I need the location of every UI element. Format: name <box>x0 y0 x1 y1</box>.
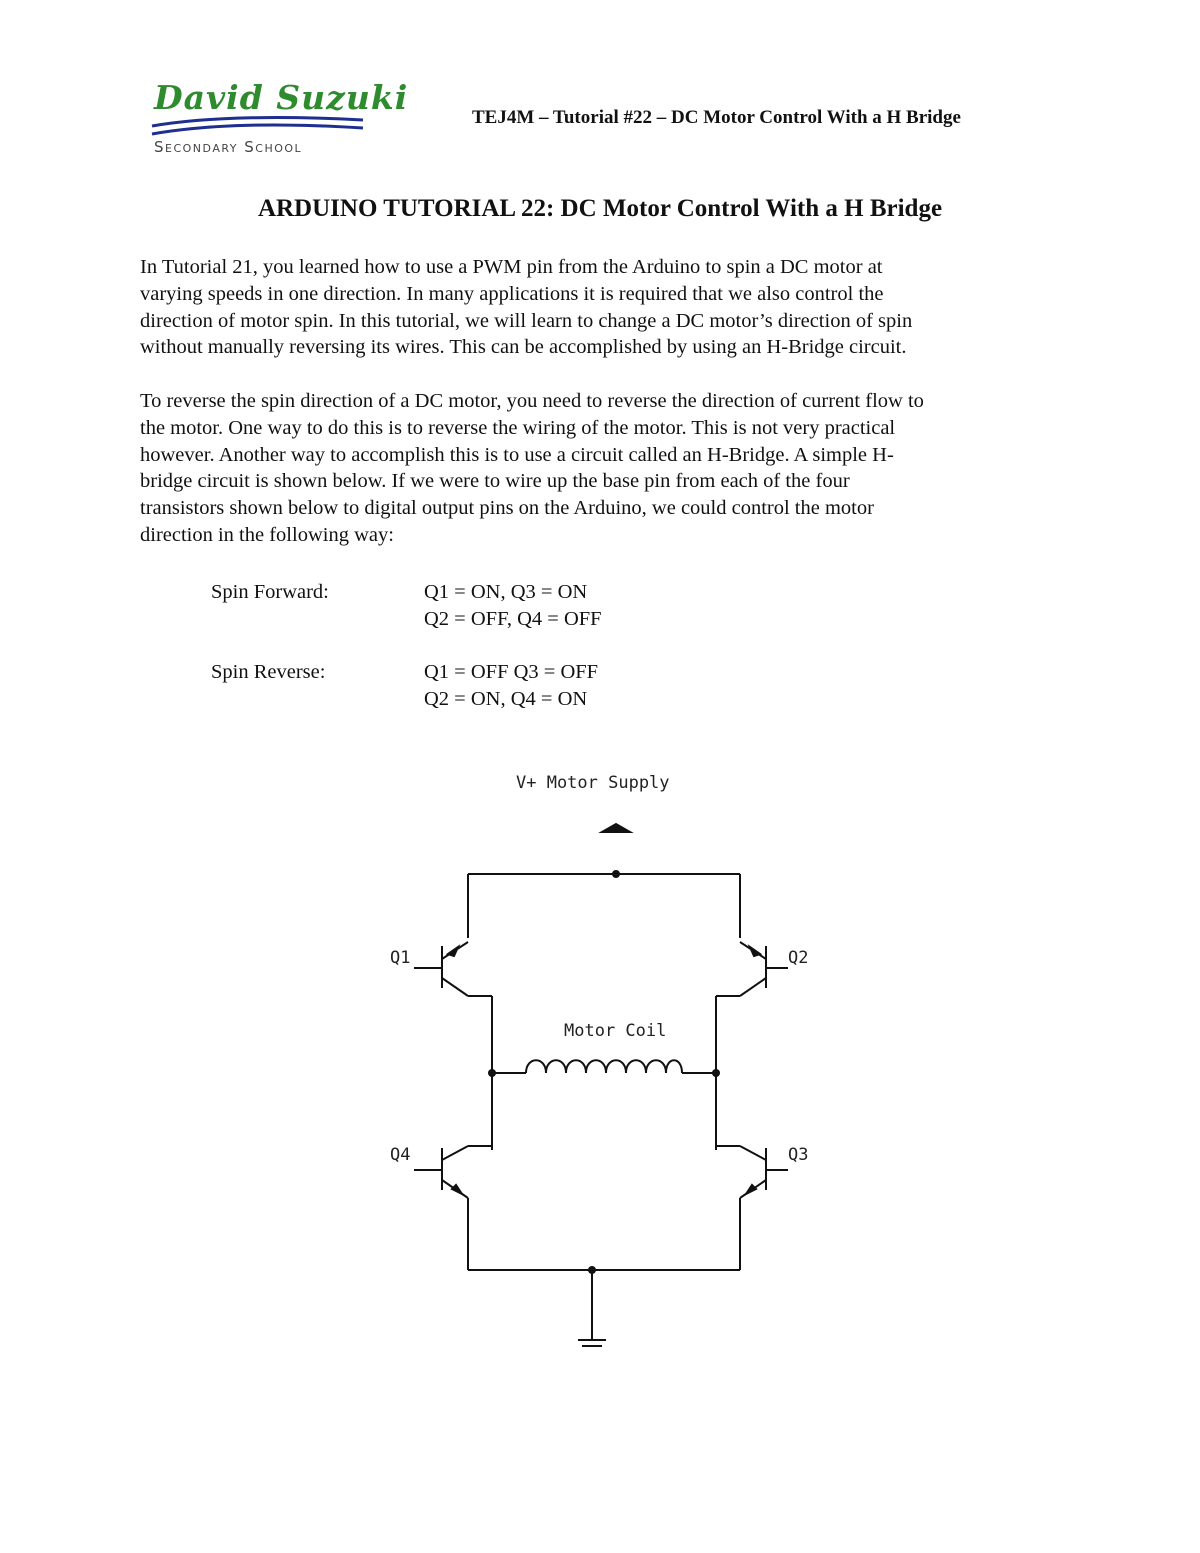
supply-arrow-icon <box>602 824 630 832</box>
spin-forward-line: Q1 = ON, Q3 = ON <box>424 581 588 603</box>
spin-reverse-line: Q1 = OFF Q3 = OFF <box>424 661 599 683</box>
paragraph-line: the motor. One way to do this is to reverse the wiring of the motor. This is not very practical <box>140 416 896 439</box>
school-logo <box>150 78 409 162</box>
ground-icon <box>578 1340 606 1346</box>
spin-forward-line: Q2 = OFF, Q4 = OFF <box>424 607 602 630</box>
paragraph-line: varying speeds in one direction. In many applications it is required that we also control the <box>140 282 884 305</box>
spin-reverse-line: Q2 = ON, Q4 = ON <box>424 687 588 710</box>
q3-label: Q3 <box>788 1145 809 1165</box>
paragraph-line: direction of motor spin. In this tutorial, we will learn to change a DC motor’s direction of spin <box>140 309 913 332</box>
bottom-junction-dot <box>588 1266 596 1274</box>
paragraph-line: however. Another way to accomplish this is to use a circuit called an H-Bridge. A simple H- <box>140 443 894 466</box>
paragraph-line: direction in the following way: <box>140 523 394 546</box>
q2-label: Q2 <box>788 948 809 968</box>
q1-transistor-icon <box>414 942 468 996</box>
paragraph-line: bridge circuit is shown below. If we were to wire up the base pin from each of the four <box>140 470 850 493</box>
intro-paragraph <box>140 254 1060 361</box>
right-junction-dot <box>712 1069 720 1077</box>
logo-name: David Suzuki <box>154 78 409 117</box>
spin-reverse-values <box>424 659 598 713</box>
h-bridge-diagram <box>370 760 830 1360</box>
paragraph-line: To reverse the spin direction of a DC motor, you need to reverse the direction of current flow to <box>140 390 924 412</box>
paragraph-line: transistors shown below to digital output pins on the Arduino, we could control the motor <box>140 497 874 520</box>
spin-forward-values <box>424 579 602 633</box>
q4-label: Q4 <box>390 1145 411 1165</box>
q4-transistor-icon <box>414 1146 468 1198</box>
supply-label: V+ Motor Supply <box>516 773 670 793</box>
top-junction-dot <box>612 870 620 878</box>
page-title: ARDUINO TUTORIAL 22: DC Motor Control With a H Bridge <box>257 195 943 222</box>
logo-subtitle: Secondary School <box>154 138 303 156</box>
paragraph-line: In Tutorial 21, you learned how to use a PWM pin from the Arduino to spin a DC motor at <box>140 256 883 278</box>
spin-reverse-label: Spin Reverse: <box>211 661 326 683</box>
left-junction-dot <box>488 1069 496 1077</box>
motor-coil-icon <box>526 1060 682 1073</box>
explanation-paragraph <box>140 388 1060 549</box>
course-header: TEJ4M – Tutorial #22 – DC Motor Control With a H Bridge <box>472 107 961 128</box>
paragraph-line: without manually reversing its wires. This can be accomplished by using an H-Bridge circuit. <box>140 336 907 359</box>
q1-label: Q1 <box>390 948 411 968</box>
q3-transistor-icon <box>740 1146 788 1198</box>
q2-transistor-icon <box>740 942 788 996</box>
coil-label: Motor Coil <box>564 1021 667 1041</box>
spin-forward-label: Spin Forward: <box>211 581 329 603</box>
